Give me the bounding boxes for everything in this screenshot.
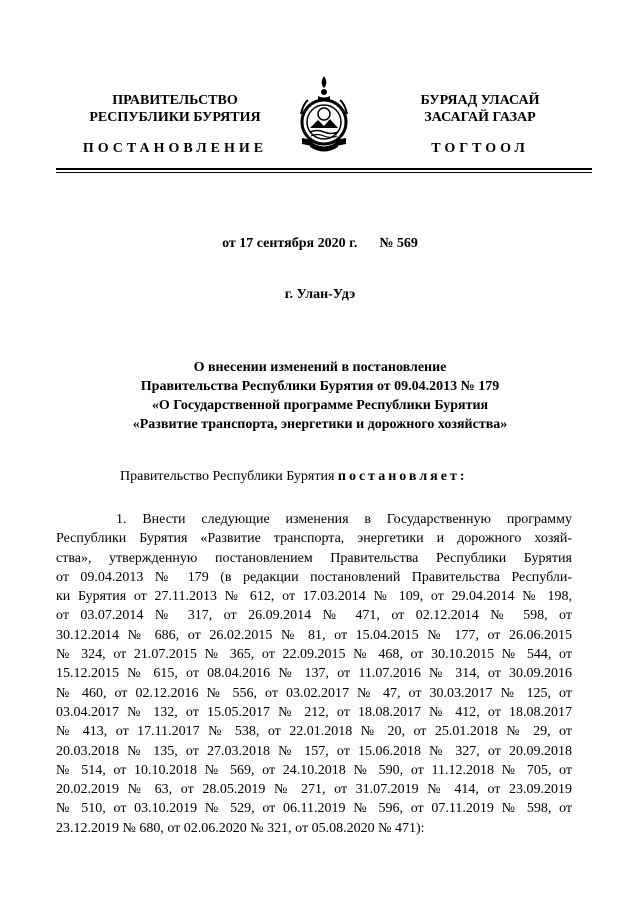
paragraph-line: 30.12.2014 № 686, от 26.02.2015 № 81, от 15.04.2015 № 177, от 26.06.2015: [56, 627, 572, 643]
header-right-title: ТОГТООЛ: [431, 141, 529, 156]
coat-of-arms-emblem-icon: [298, 74, 350, 156]
header-right-line2: ЗАСАГАЙ ГАЗАР: [424, 110, 536, 125]
paragraph-line: № 514, от 10.10.2018 № 569, от 24.10.2018 № 590, от 11.12.2018 № 705, от: [56, 762, 572, 778]
paragraph-line: 20.03.2018 № 135, от 27.03.2018 № 157, от 15.06.2018 № 327, от 20.09.2018: [56, 743, 572, 759]
intro-resolution-word: постановляет:: [337, 469, 468, 484]
header-divider-thick: [56, 168, 592, 170]
subject-line: Правительства Республики Бурятия от 09.04.2013 № 179: [140, 379, 500, 394]
paragraph-line: 03.04.2017 № 132, от 15.05.2017 № 212, от 18.08.2017 № 412, от 18.08.2017: [56, 704, 572, 720]
header-divider-thin: [56, 172, 592, 173]
document-subject: [0, 358, 640, 434]
paragraph-line: ства», утвержденную постановлением Правительства Республики Бурятия: [56, 550, 572, 566]
paragraph-line: от 09.04.2013 № 179 (в редакции постановлений Правительства Республи-: [56, 569, 572, 585]
header-left-line2: РЕСПУБЛИКИ БУРЯТИЯ: [89, 110, 261, 125]
header-left: [55, 92, 295, 126]
paragraph-line: № 510, от 03.10.2019 № 529, от 06.11.2019 № 596, от 07.11.2019 № 598, от: [56, 801, 572, 817]
subject-line: «О Государственной программе Республики Бурятия: [151, 398, 489, 413]
intro-line: [120, 469, 468, 485]
paragraph-line: № 460, от 02.12.2016 № 556, от 03.02.2017 № 47, от 30.03.2017 № 125, от: [56, 685, 572, 701]
paragraph-line: 23.12.2019 № 680, от 02.06.2020 № 321, от 05.08.2020 № 471):: [56, 820, 425, 836]
document-city: г. Улан-Удэ: [284, 287, 356, 302]
document-date: от 17 сентября 2020 г.: [222, 236, 358, 251]
document-number: № 569: [379, 236, 418, 251]
paragraph-line: № 324, от 21.07.2015 № 365, от 22.09.2015 № 468, от 30.10.2015 № 544, от: [56, 647, 572, 663]
paragraph-line: ки Бурятия от 27.11.2013 № 612, от 17.03.2014 № 109, от 29.04.2014 № 198,: [56, 589, 572, 605]
paragraph-line: 15.12.2015 № 615, от 08.04.2016 № 137, от 11.07.2016 № 314, от 30.09.2016: [56, 666, 572, 682]
paragraph-line: 20.02.2019 № 63, от 28.05.2019 № 271, от 31.07.2019 № 414, от 23.09.2019: [56, 782, 572, 798]
paragraph-1: [56, 510, 572, 838]
paragraph-line: от 03.07.2014 № 317, от 26.09.2014 № 471, от 02.12.2014 № 598, от: [56, 608, 572, 624]
paragraph-line: Республики Бурятия «Развитие транспорта, энергетики и дорожного хозяй-: [56, 531, 572, 547]
header-left-line1: ПРАВИТЕЛЬСТВО: [112, 93, 238, 108]
document-date-line: [0, 236, 640, 252]
header-right-line1: БУРЯАД УЛАСАЙ: [420, 93, 540, 108]
paragraph-line: № 413, от 17.11.2017 № 538, от 22.01.2018 № 20, от 25.01.2018 № 29, от: [56, 724, 572, 740]
intro-text: Правительство Республики Бурятия: [120, 469, 335, 484]
subject-line: «Развитие транспорта, энергетики и дорожного хозяйства»: [132, 417, 508, 432]
subject-line: О внесении изменений в постановление: [193, 360, 447, 375]
header-right: [360, 92, 600, 126]
paragraph-line: 1. Внести следующие изменения в Государственную программу: [116, 512, 572, 527]
header-left-title: ПОСТАНОВЛЕНИЕ: [82, 141, 268, 156]
